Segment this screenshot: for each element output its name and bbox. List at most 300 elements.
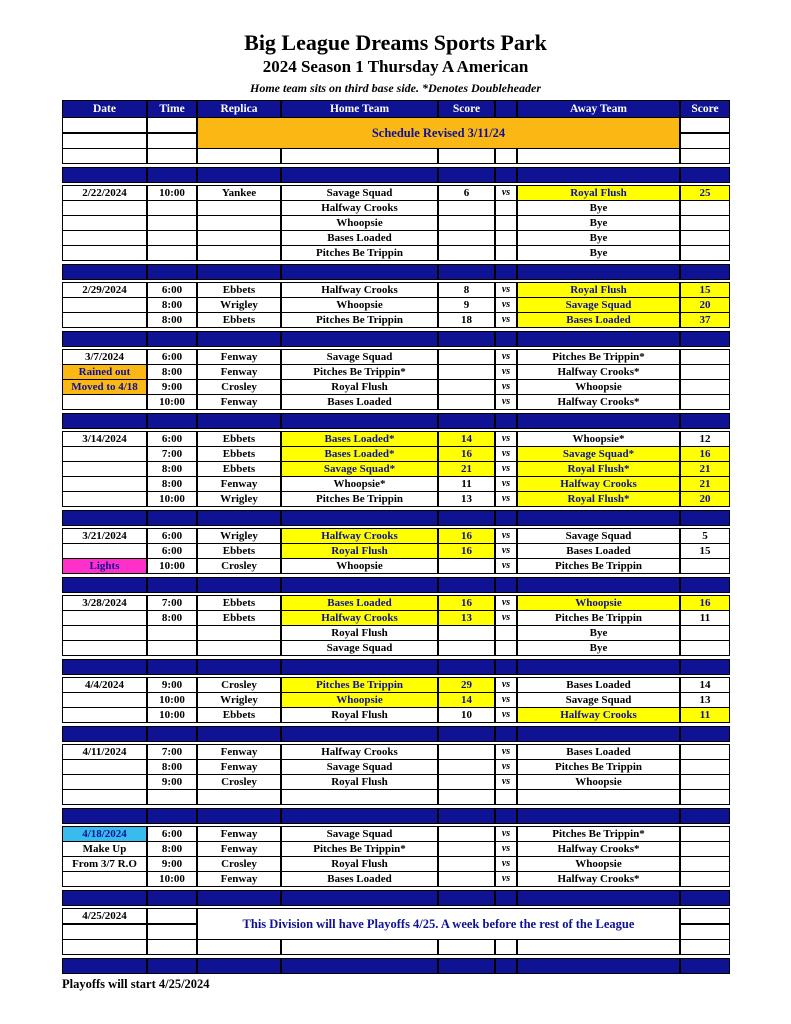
blank-cell	[495, 789, 517, 805]
separator-cell	[281, 413, 438, 429]
cell-time: 10:00	[147, 185, 197, 201]
blank-cell	[281, 789, 438, 805]
cell-replica: Ebbets	[197, 543, 281, 559]
game-row	[62, 461, 730, 477]
cell-date	[62, 640, 147, 656]
schedule-table	[62, 100, 730, 974]
separator-cell	[680, 413, 730, 429]
cell-date	[62, 117, 147, 133]
separator-cell	[147, 331, 197, 347]
separator-cell	[281, 726, 438, 742]
cell-away-score: 37	[680, 312, 730, 328]
column-header-row	[62, 100, 730, 118]
vs-label: vs	[495, 856, 517, 872]
separator-cell	[62, 577, 147, 593]
cell-home-team: Royal Flush	[281, 543, 438, 559]
cell-home-score: 16	[438, 528, 495, 544]
cell-date	[62, 297, 147, 313]
cell-home-score: 21	[438, 461, 495, 477]
cell-time: 10:00	[147, 707, 197, 723]
separator-cell	[680, 890, 730, 906]
cell-date	[62, 200, 147, 216]
blank-cell	[517, 148, 680, 164]
cell-home-score: 14	[438, 431, 495, 447]
cell-date: 4/18/2024	[62, 826, 147, 842]
game-row	[62, 364, 730, 380]
cell-away-team: Halfway Crooks*	[517, 871, 680, 887]
cell-away-team: Whoopsie	[517, 856, 680, 872]
cell-away-team: Pitches Be Trippin	[517, 558, 680, 574]
separator-row	[62, 413, 730, 429]
cell-away-score	[680, 558, 730, 574]
game-row	[62, 640, 730, 656]
cell-away-score	[680, 826, 730, 842]
separator-cell	[438, 577, 495, 593]
vs-label: vs	[495, 692, 517, 708]
game-row	[62, 856, 730, 872]
cell-away-team: Bye	[517, 640, 680, 656]
game-row	[62, 215, 730, 231]
cell-date	[62, 610, 147, 626]
cell-time: 8:00	[147, 364, 197, 380]
cell-date	[62, 215, 147, 231]
cell-away-team: Royal Flush	[517, 282, 680, 298]
blank-cell	[517, 789, 680, 805]
cell-home-score	[438, 230, 495, 246]
game-row	[62, 349, 730, 365]
separator-row	[62, 890, 730, 906]
cell-time: 6:00	[147, 826, 197, 842]
separator-row	[62, 808, 730, 824]
cell-replica: Fenway	[197, 364, 281, 380]
page-header	[0, 0, 791, 96]
game-row	[62, 595, 730, 611]
cell-replica: Ebbets	[197, 610, 281, 626]
cell-time	[147, 908, 197, 924]
cell-date	[62, 924, 147, 940]
cell-date: 4/11/2024	[62, 744, 147, 760]
cell-away-team: Halfway Crooks	[517, 476, 680, 492]
vs-label: vs	[495, 871, 517, 887]
cell-replica	[197, 625, 281, 641]
separator-cell	[147, 659, 197, 675]
cell-away-score	[680, 364, 730, 380]
cell-time: 7:00	[147, 744, 197, 760]
blank-cell	[495, 148, 517, 164]
cell-time: 10:00	[147, 692, 197, 708]
cell-away-score	[680, 625, 730, 641]
vs-label	[495, 640, 517, 656]
cell-date	[62, 394, 147, 410]
vs-label: vs	[495, 841, 517, 857]
cell-home-team: Savage Squad	[281, 349, 438, 365]
cell-away-score	[680, 245, 730, 261]
playoff-banner-row	[62, 908, 730, 940]
game-row	[62, 558, 730, 574]
separator-cell	[495, 577, 517, 593]
cell-replica: Fenway	[197, 744, 281, 760]
game-row	[62, 744, 730, 760]
cell-home-score	[438, 200, 495, 216]
cell-time: 8:00	[147, 312, 197, 328]
cell-date: 3/14/2024	[62, 431, 147, 447]
separator-cell	[281, 958, 438, 974]
separator-cell	[62, 510, 147, 526]
cell-replica: Wrigley	[197, 692, 281, 708]
separator-cell	[197, 958, 281, 974]
separator-cell	[197, 413, 281, 429]
home-team-note: Home team sits on third base side. *Denotes Doubleheader	[250, 81, 541, 95]
separator-cell	[495, 958, 517, 974]
blank-cell	[62, 939, 147, 955]
separator-cell	[517, 167, 680, 183]
cell-away-score: 21	[680, 476, 730, 492]
column-header: Home Team	[281, 100, 438, 118]
blank-cell	[197, 148, 281, 164]
cell-time: 9:00	[147, 774, 197, 790]
cell-home-score: 18	[438, 312, 495, 328]
cell-home-team: Bases Loaded	[281, 394, 438, 410]
separator-cell	[438, 167, 495, 183]
vs-label: vs	[495, 379, 517, 395]
cell-date: From 3/7 R.O	[62, 856, 147, 872]
separator-cell	[197, 890, 281, 906]
cell-home-score	[438, 841, 495, 857]
cell-replica: Fenway	[197, 759, 281, 775]
separator-cell	[62, 413, 147, 429]
banner-text: Schedule Revised 3/11/24	[197, 117, 680, 149]
cell-home-team: Savage Squad	[281, 640, 438, 656]
cell-home-team: Pitches Be Trippin*	[281, 841, 438, 857]
cell-home-score	[438, 774, 495, 790]
blank-cell	[147, 148, 197, 164]
cell-home-team: Savage Squad	[281, 185, 438, 201]
cell-time: 10:00	[147, 871, 197, 887]
cell-away-team: Pitches Be Trippin	[517, 759, 680, 775]
separator-cell	[680, 958, 730, 974]
cell-away-team: Halfway Crooks*	[517, 394, 680, 410]
separator-cell	[62, 808, 147, 824]
separator-row	[62, 510, 730, 526]
separator-cell	[495, 659, 517, 675]
cell-home-team: Pitches Be Trippin	[281, 491, 438, 507]
cell-away-team: Bye	[517, 215, 680, 231]
cell-date: Make Up	[62, 841, 147, 857]
separator-cell	[147, 510, 197, 526]
blank-cell	[517, 939, 680, 955]
cell-replica: Yankee	[197, 185, 281, 201]
cell-away-score	[680, 117, 730, 133]
vs-label: vs	[495, 774, 517, 790]
cell-home-team: Pitches Be Trippin	[281, 312, 438, 328]
cell-date	[62, 692, 147, 708]
cell-away-team: Royal Flush	[517, 185, 680, 201]
cell-away-team: Whoopsie*	[517, 431, 680, 447]
cell-replica: Ebbets	[197, 446, 281, 462]
cell-date	[62, 476, 147, 492]
separator-row	[62, 264, 730, 280]
cell-home-team: Bases Loaded*	[281, 446, 438, 462]
cell-home-score: 13	[438, 610, 495, 626]
cell-home-team: Halfway Crooks	[281, 282, 438, 298]
separator-row	[62, 331, 730, 347]
cell-away-team: Whoopsie	[517, 379, 680, 395]
cell-home-team: Royal Flush	[281, 856, 438, 872]
cell-date: 3/7/2024	[62, 349, 147, 365]
cell-date	[62, 133, 147, 149]
cell-time	[147, 117, 197, 133]
cell-away-team: Whoopsie	[517, 595, 680, 611]
cell-away-team: Bases Loaded	[517, 312, 680, 328]
vs-label: vs	[495, 364, 517, 380]
game-row	[62, 759, 730, 775]
separator-cell	[62, 890, 147, 906]
game-row	[62, 431, 730, 447]
separator-cell	[281, 510, 438, 526]
separator-cell	[62, 958, 147, 974]
vs-label: vs	[495, 558, 517, 574]
separator-cell	[147, 726, 197, 742]
separator-cell	[438, 659, 495, 675]
cell-home-score	[438, 215, 495, 231]
cell-replica: Fenway	[197, 826, 281, 842]
game-row	[62, 826, 730, 842]
separator-cell	[495, 808, 517, 824]
cell-replica: Ebbets	[197, 707, 281, 723]
separator-cell	[438, 413, 495, 429]
blank-cell	[680, 789, 730, 805]
cell-replica: Crosley	[197, 379, 281, 395]
vs-label: vs	[495, 446, 517, 462]
blank-cell	[197, 789, 281, 805]
cell-away-score: 25	[680, 185, 730, 201]
blank-cell	[438, 789, 495, 805]
separator-cell	[495, 167, 517, 183]
separator-cell	[438, 958, 495, 974]
separator-cell	[680, 331, 730, 347]
cell-away-score: 15	[680, 282, 730, 298]
separator-cell	[62, 331, 147, 347]
cell-replica: Fenway	[197, 841, 281, 857]
separator-cell	[438, 890, 495, 906]
game-row	[62, 312, 730, 328]
cell-home-score	[438, 394, 495, 410]
cell-away-team: Bye	[517, 245, 680, 261]
cell-replica: Fenway	[197, 476, 281, 492]
separator-cell	[680, 726, 730, 742]
cell-home-score	[438, 625, 495, 641]
cell-home-score: 9	[438, 297, 495, 313]
cell-away-score: 11	[680, 707, 730, 723]
blank-row	[62, 789, 730, 805]
vs-label: vs	[495, 744, 517, 760]
cell-home-team: Savage Squad*	[281, 461, 438, 477]
cell-replica	[197, 215, 281, 231]
cell-replica: Ebbets	[197, 282, 281, 298]
separator-cell	[147, 958, 197, 974]
cell-away-score: 11	[680, 610, 730, 626]
separator-cell	[147, 167, 197, 183]
separator-cell	[495, 726, 517, 742]
cell-home-score	[438, 558, 495, 574]
separator-cell	[147, 808, 197, 824]
column-header: Replica	[197, 100, 281, 118]
cell-time: 9:00	[147, 856, 197, 872]
cell-away-team: Savage Squad*	[517, 446, 680, 462]
cell-date: 4/4/2024	[62, 677, 147, 693]
cell-date: 4/25/2024	[62, 908, 147, 924]
cell-away-score	[680, 924, 730, 940]
cell-date	[62, 230, 147, 246]
cell-home-team: Bases Loaded*	[281, 431, 438, 447]
separator-cell	[197, 331, 281, 347]
separator-cell	[495, 413, 517, 429]
cell-away-score	[680, 230, 730, 246]
cell-home-score: 16	[438, 446, 495, 462]
blank-cell	[62, 148, 147, 164]
separator-cell	[517, 510, 680, 526]
cell-replica: Ebbets	[197, 461, 281, 477]
vs-label	[495, 215, 517, 231]
cell-away-score	[680, 744, 730, 760]
column-header: Away Team	[517, 100, 680, 118]
cell-time: 7:00	[147, 595, 197, 611]
game-row	[62, 707, 730, 723]
cell-away-score: 21	[680, 461, 730, 477]
separator-cell	[281, 167, 438, 183]
separator-cell	[495, 331, 517, 347]
blank-row	[62, 148, 730, 164]
separator-cell	[281, 264, 438, 280]
cell-away-team: Pitches Be Trippin*	[517, 349, 680, 365]
vs-label: vs	[495, 677, 517, 693]
cell-home-score	[438, 364, 495, 380]
separator-cell	[517, 577, 680, 593]
blank-row	[62, 939, 730, 955]
cell-home-score	[438, 349, 495, 365]
separator-row	[62, 958, 730, 974]
page-subtitle: 2024 Season 1 Thursday A American	[262, 57, 529, 76]
cell-date: Lights	[62, 558, 147, 574]
game-row	[62, 297, 730, 313]
cell-home-team: Whoopsie	[281, 215, 438, 231]
separator-cell	[517, 413, 680, 429]
cell-away-score	[680, 379, 730, 395]
cell-away-score: 5	[680, 528, 730, 544]
cell-home-team: Royal Flush	[281, 379, 438, 395]
blank-cell	[62, 789, 147, 805]
vs-label	[495, 200, 517, 216]
cell-away-team: Halfway Crooks*	[517, 841, 680, 857]
cell-time: 8:00	[147, 476, 197, 492]
cell-away-score	[680, 908, 730, 924]
separator-row	[62, 659, 730, 675]
cell-time: 7:00	[147, 446, 197, 462]
cell-away-score	[680, 841, 730, 857]
blank-cell	[680, 148, 730, 164]
cell-home-team: Halfway Crooks	[281, 528, 438, 544]
separator-cell	[438, 726, 495, 742]
separator-cell	[62, 264, 147, 280]
cell-time	[147, 924, 197, 940]
vs-label: vs	[495, 491, 517, 507]
separator-cell	[197, 659, 281, 675]
separator-cell	[438, 264, 495, 280]
cell-time: 6:00	[147, 282, 197, 298]
cell-replica: Fenway	[197, 349, 281, 365]
game-row	[62, 677, 730, 693]
cell-home-score: 8	[438, 282, 495, 298]
cell-away-team: Pitches Be Trippin*	[517, 826, 680, 842]
vs-label	[495, 625, 517, 641]
cell-away-team: Royal Flush*	[517, 461, 680, 477]
cell-time: 8:00	[147, 610, 197, 626]
separator-cell	[62, 659, 147, 675]
separator-cell	[281, 659, 438, 675]
separator-row	[62, 726, 730, 742]
cell-date: 2/29/2024	[62, 282, 147, 298]
cell-away-score: 16	[680, 595, 730, 611]
cell-home-score	[438, 856, 495, 872]
separator-row	[62, 167, 730, 183]
cell-replica: Ebbets	[197, 312, 281, 328]
cell-away-score: 20	[680, 491, 730, 507]
column-header: Time	[147, 100, 197, 118]
cell-home-score: 29	[438, 677, 495, 693]
cell-replica: Wrigley	[197, 528, 281, 544]
game-row	[62, 476, 730, 492]
cell-time	[147, 215, 197, 231]
cell-time: 6:00	[147, 349, 197, 365]
separator-cell	[281, 331, 438, 347]
cell-home-team: Savage Squad	[281, 759, 438, 775]
cell-replica: Crosley	[197, 558, 281, 574]
game-row	[62, 282, 730, 298]
separator-cell	[517, 890, 680, 906]
cell-replica: Fenway	[197, 871, 281, 887]
blank-cell	[495, 939, 517, 955]
cell-home-team: Halfway Crooks	[281, 610, 438, 626]
cell-away-team: Bases Loaded	[517, 677, 680, 693]
cell-home-team: Bases Loaded	[281, 871, 438, 887]
cell-home-team: Whoopsie	[281, 692, 438, 708]
vs-label: vs	[495, 461, 517, 477]
vs-label: vs	[495, 826, 517, 842]
separator-cell	[281, 890, 438, 906]
cell-home-team: Pitches Be Trippin	[281, 245, 438, 261]
blank-cell	[680, 939, 730, 955]
cell-home-score	[438, 871, 495, 887]
cell-home-team: Halfway Crooks	[281, 200, 438, 216]
separator-cell	[438, 331, 495, 347]
game-row	[62, 692, 730, 708]
separator-cell	[147, 413, 197, 429]
cell-away-team: Bases Loaded	[517, 744, 680, 760]
cell-replica: Ebbets	[197, 431, 281, 447]
cell-time: 8:00	[147, 461, 197, 477]
cell-away-team: Bye	[517, 625, 680, 641]
cell-away-team: Bye	[517, 200, 680, 216]
game-row	[62, 379, 730, 395]
cell-home-team: Royal Flush	[281, 774, 438, 790]
cell-away-score: 20	[680, 297, 730, 313]
separator-cell	[680, 577, 730, 593]
game-row	[62, 394, 730, 410]
separator-cell	[197, 808, 281, 824]
cell-date	[62, 774, 147, 790]
blank-cell	[438, 148, 495, 164]
separator-cell	[680, 167, 730, 183]
